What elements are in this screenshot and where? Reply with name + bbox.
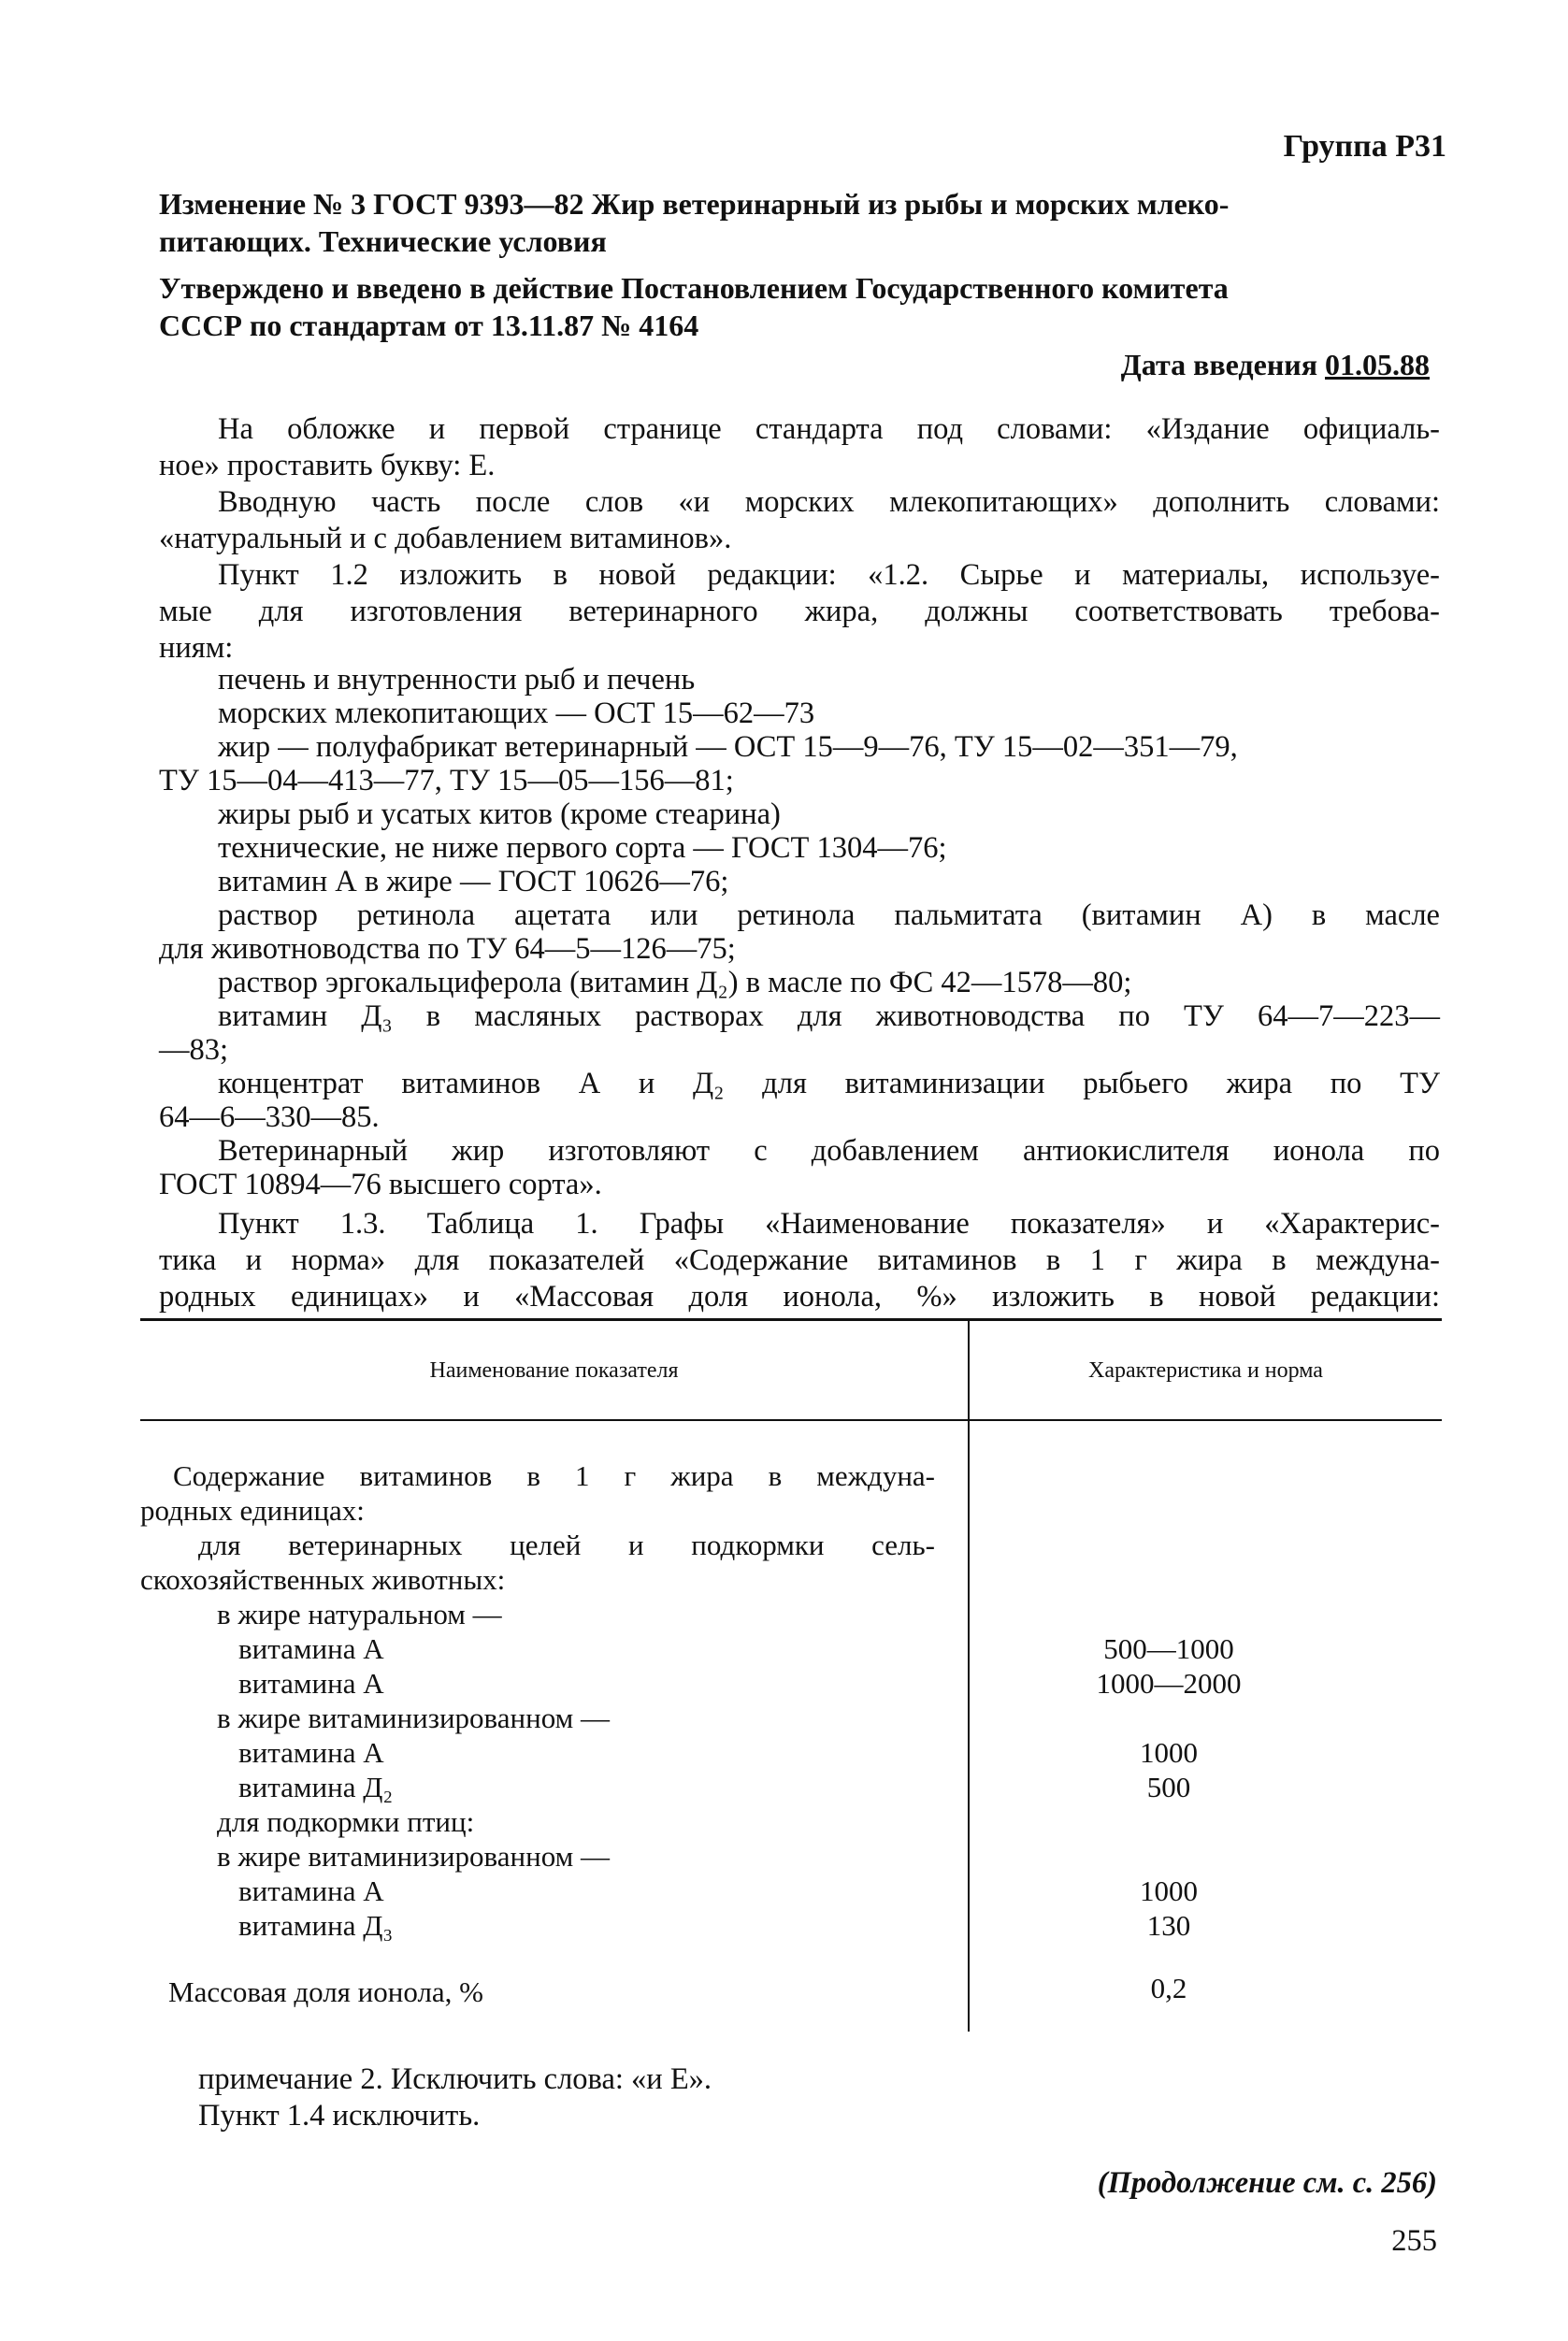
table-row-value: 1000 [1140,1736,1198,1769]
material-item: для животноводства по ТУ 64—5—126—75; [159,932,736,966]
p4-line3: родных единицах» и «Массовая доля ионола, %» изложить в новой редакции: [159,1280,1440,1314]
material-item: раствор ретинола ацетата или ретинола пальмитата (витамин А) в масле [218,898,1440,932]
approved-line-1: Утверждено и введено в действие Постановлением Государственного комитета [159,271,1229,305]
table-top-rule [140,1318,1442,1321]
p1-line2: ное» проставить букву: Е. [159,449,496,482]
p1-line1: На обложке и первой странице стандарта под словами: «Издание официаль- [218,412,1440,446]
table-row-value: 500 [1146,1771,1191,1803]
table-row-label: витамина А [238,1667,384,1700]
table-row-label: Массовая доля ионола, % [168,1975,484,2008]
p3-line1: Пункт 1.2 изложить в новой редакции: «1.2. Сырье и материалы, используе- [218,558,1440,592]
approved-line-2: СССР по стандартам от 13.11.87 № 4164 [159,309,699,342]
table-row-label: витамина Д₃ [238,1909,394,1942]
table-row-value: 500—1000 [1103,1632,1234,1665]
table-row-label: витамина А [238,1736,384,1769]
page-number: 255 [1391,2224,1437,2258]
material-item: жир — полуфабрикат ветеринарный — ОСТ 15—9—76, ТУ 15—02—351—79, [218,730,1238,764]
p4-line1: Пункт 1.3. Таблица 1. Графы «Наименование показателя» и «Характерис- [218,1207,1440,1241]
effective-date-value: 01.05.88 [1325,348,1430,381]
material-item: —83; [159,1033,229,1067]
table-row-label: витамина А [238,1874,384,1907]
material-item: морских млекопитающих — ОСТ 15—62—73 [218,697,815,730]
table-row-label: Содержание витаминов в 1 г жира в междуна- [173,1459,935,1492]
note-2: примечание 2. Исключить слова: «и Е». [198,2062,712,2096]
col-header-norm: Характеристика и норма [1088,1358,1323,1383]
p3-line3: ниям: [159,631,234,665]
table-row-label: для подкормки птиц: [217,1805,475,1838]
table-header-rule [140,1419,1442,1421]
table-row-label: скохозяйственных животных: [140,1563,506,1596]
material-item: ТУ 15—04—413—77, ТУ 15—05—156—81; [159,764,734,797]
material-item: раствор эргокальциферола (витамин Д₂) в масле по ФС 42—1578—80; [218,966,1132,999]
continued-note: (Продолжение см. с. 256) [1097,2166,1437,2200]
material-item: жиры рыб и усатых китов (кроме стеарина) [218,797,781,831]
table-row-label: в жире натуральном — [217,1598,502,1630]
table-row-value: 0,2 [1150,1972,1187,2004]
p2-line1: Вводную часть после слов «и морских млекопитающих» дополнить словами: [218,485,1440,519]
table-row-label: витамина Д₂ [238,1771,394,1803]
table-column-divider [968,1321,970,2032]
p3-line2: мые для изготовления ветеринарного жира, должны соответствовать требова- [159,595,1440,628]
item-1-4: Пункт 1.4 исключить. [198,2099,481,2133]
table-row-label: родных единицах: [140,1494,365,1527]
table-row-value: 1000 [1140,1874,1198,1907]
group-code: Группа Р31 [1283,129,1446,164]
col-header-indicator: Наименование показателя [429,1358,679,1383]
title-line-1: Изменение № 3 ГОСТ 9393—82 Жир ветеринарный из рыбы и морских млеко- [159,187,1230,221]
table-row-value: 1000—2000 [1096,1667,1242,1700]
material-item: 64—6—330—85. [159,1100,380,1134]
title-line-2: питающих. Технические условия [159,224,607,258]
table-row-label: витамина А [238,1632,384,1665]
table-row-label: в жире витаминизированном — [217,1702,610,1734]
material-item: витамин Д₃ в масляных растворах для животноводства по ТУ 64—7—223— [218,999,1440,1033]
material-item: Ветеринарный жир изготовляют с добавлением антиокислителя ионола по [218,1134,1440,1168]
material-item: технические, не ниже первого сорта — ГОСТ 1304—76; [218,831,947,865]
material-item: концентрат витаминов А и Д₂ для витаминизации рыбьего жира по ТУ [218,1067,1440,1100]
material-item: ГОСТ 10894—76 высшего сорта». [159,1168,602,1201]
effective-date [1121,348,1430,382]
material-item: печень и внутренности рыб и печень [218,663,696,697]
material-item: витамин А в жире — ГОСТ 10626—76; [218,865,729,898]
table-row-label: в жире витаминизированном — [217,1840,610,1873]
p4-line2: тика и норма» для показателей «Содержание витаминов в 1 г жира в междуна- [159,1243,1440,1277]
p2-line2: «натуральный и с добавлением витаминов». [159,522,732,555]
effective-date-label: Дата введения [1120,348,1317,381]
table-row-label: для ветеринарных целей и подкормки сель- [198,1529,935,1561]
table-row-value: 130 [1146,1909,1191,1942]
